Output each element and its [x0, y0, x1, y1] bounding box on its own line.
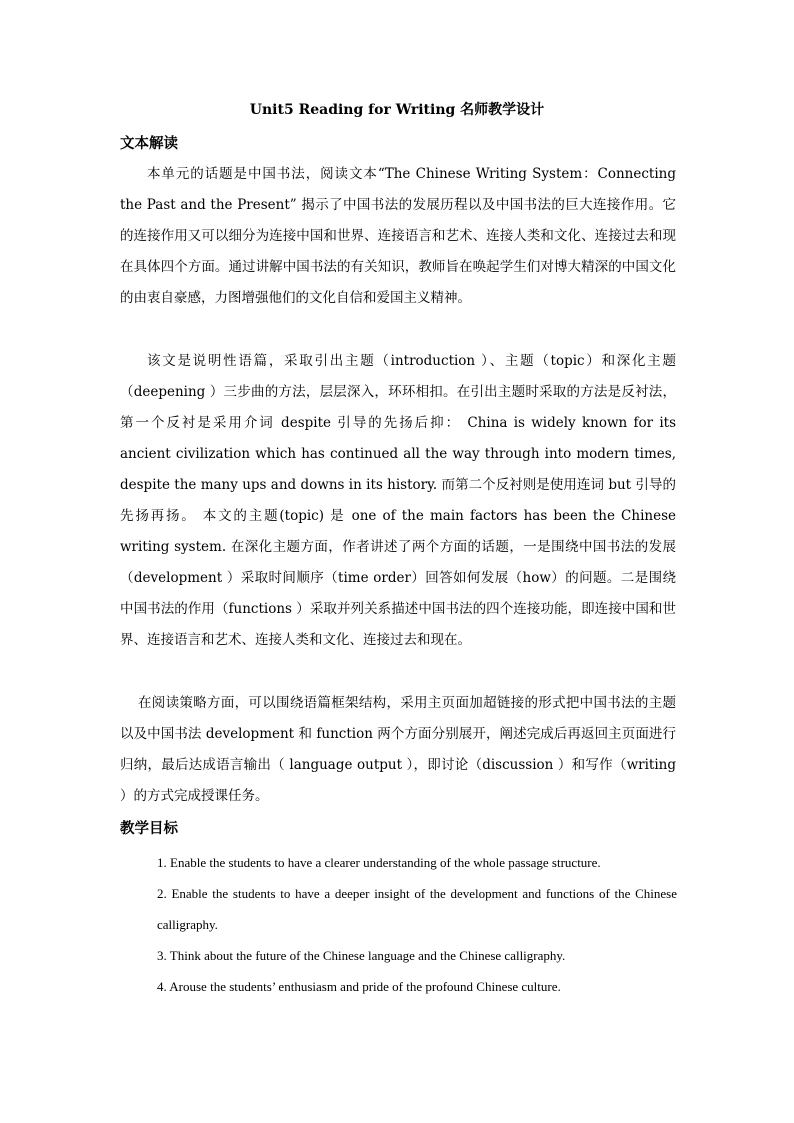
- goal-item: 4. Arouse the students’ enthusiasm and pride of the profound Chinese culture.: [157, 979, 561, 994]
- document-title: Unit5 Reading for Writing 名师教学设计: [249, 102, 545, 118]
- paragraph-reading-strategy: 在阅读策略方面，可以围绕语篇框架结构，采用主页面加超链接的形式把中国书法的主题以及中国书法 development 和 function 两个方面分别展开，阐述完成后再返回主页面进行归纳，最后达成语言输出（ language output ），即讨论（discussion ）和写作（writing ）的方式完成授课任务。: [120, 695, 676, 804]
- section-heading-teaching-goals: 教学目标: [120, 820, 178, 837]
- goal-item: 2. Enable the students to have a deeper insight of the development and functions of the Chinese calligraphy.: [157, 886, 677, 932]
- section-heading-text-analysis: 文本解读: [120, 135, 178, 152]
- teaching-goals-list: [157, 847, 677, 1002]
- paragraph-text-structure: 该文是说明性语篇，采取引出主题（introduction ）、主题（topic）和深化主题（deepening ）三步曲的方法，层层深入，环环相扣。在引出主题时采取的方法是反衬法，第一个反衬是采用介词 despite 引导的先扬后抑： China is widely known for its ancient civilization which has continued all the way through into modern times, despite the many ups and downs in its history. 而第二个反衬则是使用连词 but 引导的先扬再扬。 本文的主题(topic) 是 one of the main factors has been the Chinese writing system. 在深化主题方面，作者讲述了两个方面的话题，一是围绕中国书法的发展（development ）采取时间顺序（time order）回答如何发展（how）的问题。二是围绕中国书法的作用（functions ）采取并列关系描述中国书法的四个连接功能，即连接中国和世界、连接语言和艺术、连接人类和文化、连接过去和现在。: [120, 353, 676, 648]
- goal-item: 3. Think about the future of the Chinese language and the Chinese calligraphy.: [157, 948, 566, 963]
- goal-item: 1. Enable the students to have a clearer understanding of the whole passage structure.: [157, 855, 601, 870]
- paragraph-topic-overview: 本单元的话题是中国书法，阅读文本“The Chinese Writing System：Connecting the Past and the Present” 揭示了中国书法的发展历程以及中国书法的巨大连接作用。它的连接作用又可以细分为连接中国和世界、连接语言和艺术、连接人类和文化、连接过去和现在具体四个方面。通过讲解中国书法的有关知识，教师旨在唤起学生们对博大精深的中国文化的由衷自豪感，力图增强他们的文化自信和爱国主义精神。: [120, 166, 676, 306]
